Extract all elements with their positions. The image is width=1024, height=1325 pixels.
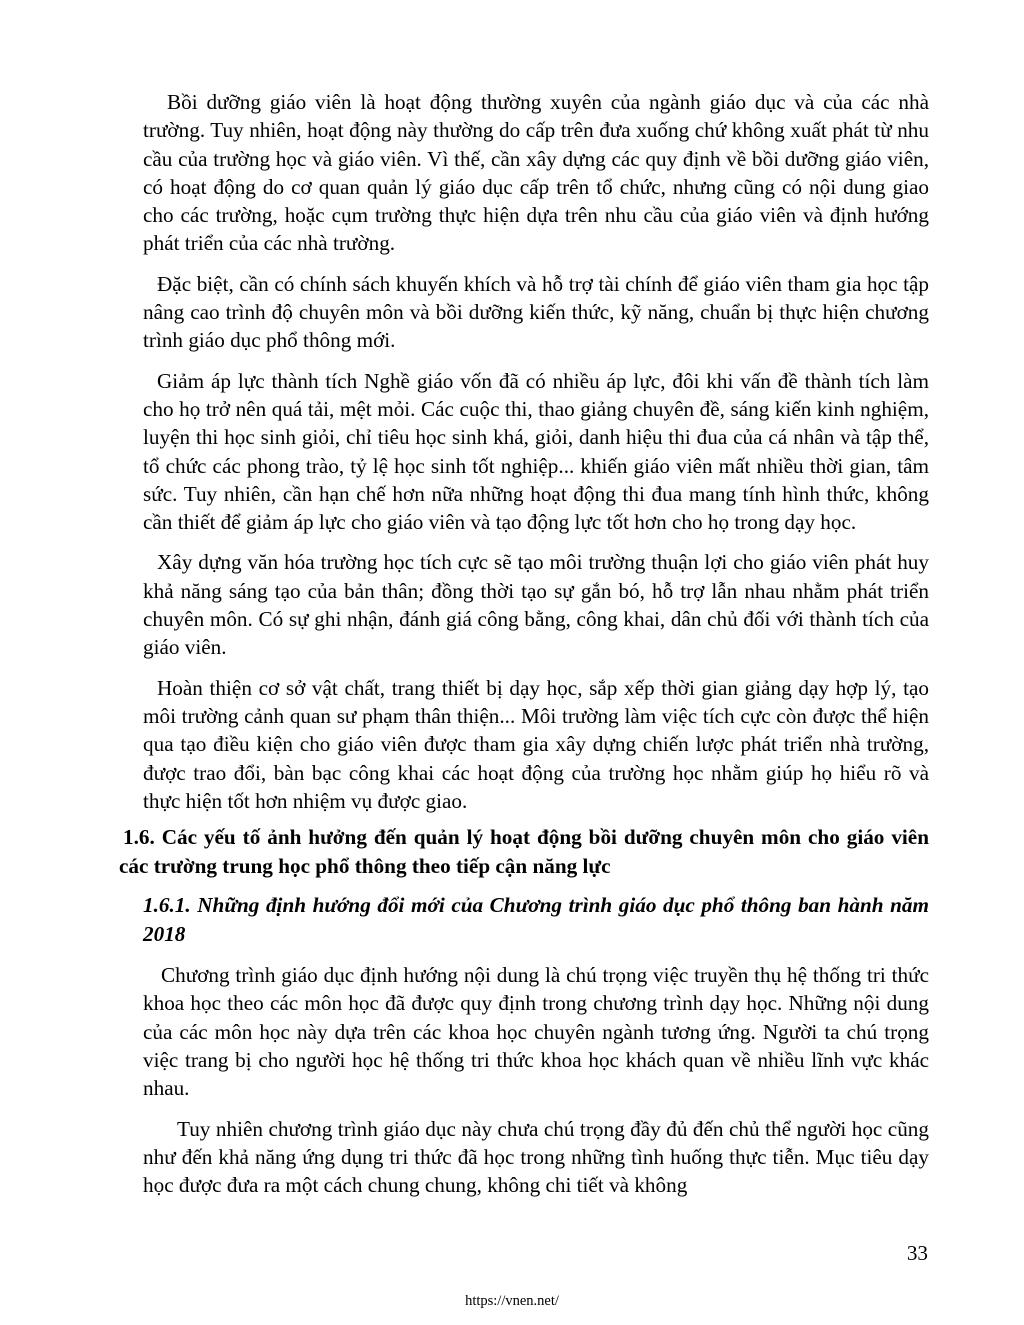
- paragraph-school-culture: Xây dựng văn hóa trường học tích cực sẽ tạo môi trường thuận lợi cho giáo viên phát huy khả năng sáng tạo của bản thân; đồng thời tạo sự gắn bó, hỗ trợ lẫn nhau nhằm phát triển chuyên môn. Có sự ghi nhận, đánh giá công bằng, công khai, dân chủ đối với thành tích của giáo viên.: [143, 550, 929, 660]
- page-content: [119, 88, 929, 1200]
- paragraph-teacher-training: Bồi dưỡng giáo viên là hoạt động thường xuyên của ngành giáo dục và của các nhà trường. Tuy nhiên, hoạt động này thường do cấp trên đưa xuống chứ không xuất phát từ nhu cầu của trường học và giáo viên. Vì thế, cần xây dựng các quy định về bồi dưỡng giáo viên, có hoạt động do cơ quan quản lý giáo dục cấp trên tổ chức, nhưng cũng có nội dung giao cho các trường, hoặc cụm trường thực hiện dựa trên nhu cầu của giáo viên và định hướng phát triển của các nhà trường.: [143, 90, 929, 256]
- subsection-heading-1-6-1: 1.6.1. Những định hướng đổi mới của Chương trình giáo dục phổ thông ban hành năm 2018: [143, 893, 929, 947]
- paragraph-content-oriented-program: Chương trình giáo dục định hướng nội dung là chú trọng việc truyền thụ hệ thống tri thức khoa học theo các môn học đã được quy định trong chương trình dạy học. Những nội dung của các môn học này dựa trên các khoa học chuyên ngành tương ứng. Người ta chú trọng việc trang bị cho người học hệ thống tri thức khoa học khách quan về nhiều lĩnh vực khác nhau.: [143, 963, 929, 1101]
- paragraph-facilities: Hoàn thiện cơ sở vật chất, trang thiết bị dạy học, sắp xếp thời gian giảng dạy hợp lý, tạo môi trường cảnh quan sư phạm thân thiện... Môi trường làm việc tích cực còn được thể hiện qua tạo điều kiện cho giáo viên được tham gia xây dựng chiến lược phát triển nhà trường, được trao đổi, bàn bạc công khai các hoạt động của trường học nhằm giúp họ hiểu rõ và thực hiện tốt hơn nhiệm vụ được giao.: [143, 675, 929, 813]
- paragraph-program-limitations: Tuy nhiên chương trình giáo dục này chưa chú trọng đầy đủ đến chủ thể người học cũng như đến khả năng ứng dụng tri thức đã học trong những tình huống thực tiễn. Mục tiêu dạy học được đưa ra một cách chung chung, không chi tiết và không: [143, 1116, 929, 1198]
- footer-url: https://vnen.net/: [465, 1293, 559, 1309]
- paragraph-financial-support: Đặc biệt, cần có chính sách khuyến khích và hỗ trợ tài chính để giáo viên tham gia học tập nâng cao trình độ chuyên môn và bồi dưỡng kiến thức, kỹ năng, chuẩn bị thực hiện chương trình giáo dục phổ thông mới.: [143, 271, 929, 353]
- page-number: 33: [906, 1241, 928, 1265]
- section-heading-1-6: 1.6. Các yếu tố ảnh hưởng đến quản lý hoạt động bồi dưỡng chuyên môn cho giáo viên các trường trung học phổ thông theo tiếp cận năng lực: [119, 825, 929, 879]
- paragraph-reduce-pressure: Giảm áp lực thành tích Nghề giáo vốn đã có nhiều áp lực, đôi khi vấn đề thành tích làm cho họ trở nên quá tải, mệt mỏi. Các cuộc thi, thao giảng chuyên đề, sáng kiến kinh nghiệm, luyện thi học sinh giỏi, chỉ tiêu học sinh khá, giỏi, danh hiệu thi đua của cá nhân và tập thể, tổ chức các phong trào, tỷ lệ học sinh tốt nghiệp... khiến giáo viên mất nhiều thời gian, tâm sức. Tuy nhiên, cần hạn chế hơn nữa những hoạt động thi đua mang tính hình thức, không cần thiết để giảm áp lực cho giáo viên và tạo động lực tốt hơn cho họ trong dạy học.: [143, 368, 929, 535]
